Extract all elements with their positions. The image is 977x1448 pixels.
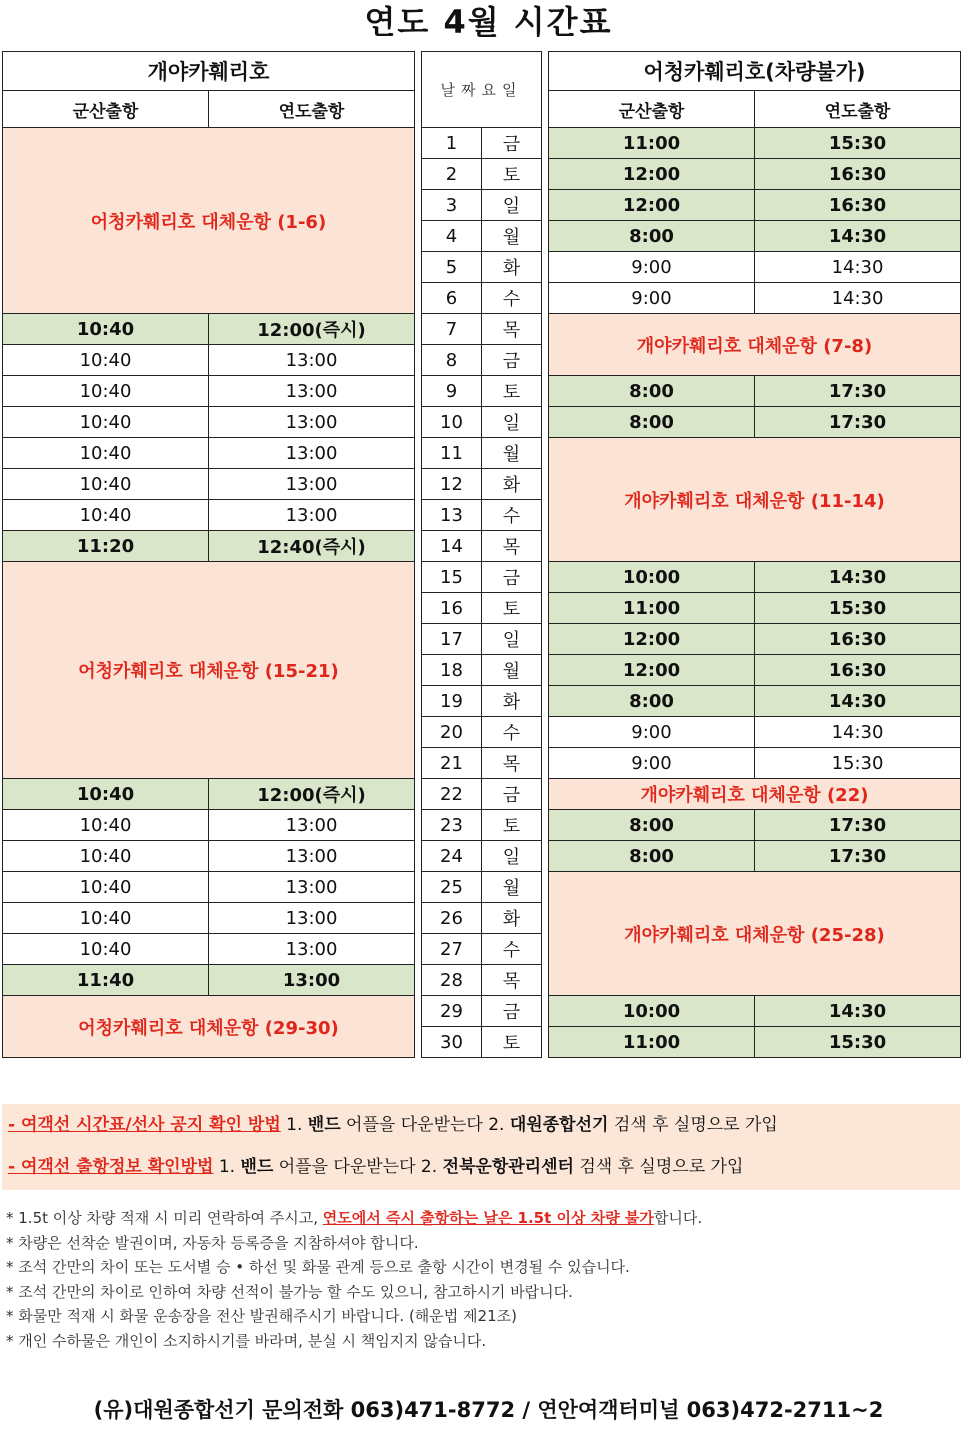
right-alternate-service: 개야카훼리호 대체운항 (22) — [549, 779, 961, 810]
column-gap — [542, 810, 549, 841]
column-gap — [415, 190, 422, 221]
day-of-week: 화 — [482, 686, 542, 717]
day-number: 7 — [422, 314, 482, 345]
left-yeondo-time: 13:00 — [209, 841, 415, 872]
left-yeondo-time: 13:00 — [209, 376, 415, 407]
day-number: 25 — [422, 872, 482, 903]
column-gap — [415, 500, 422, 531]
left-yeondo-time: 13:00 — [209, 810, 415, 841]
right-yeondo-time: 14:30 — [755, 996, 961, 1027]
column-gap — [415, 934, 422, 965]
left-yeondo-time: 13:00 — [209, 500, 415, 531]
day-of-week: 토 — [482, 159, 542, 190]
left-gunsan-time: 10:40 — [3, 376, 209, 407]
day-of-week: 목 — [482, 748, 542, 779]
right-yeondo-time: 14:30 — [755, 686, 961, 717]
column-gap — [415, 841, 422, 872]
right-gunsan-time: 11:00 — [549, 593, 755, 624]
table-row — [3, 562, 961, 593]
column-gap — [415, 376, 422, 407]
column-gap — [415, 252, 422, 283]
footnote-luggage: * 개인 수하물은 개인이 소지하시기를 바라며, 분실 시 책임지지 않습니다. — [6, 1331, 487, 1350]
left-yeondo-header: 연도출항 — [209, 91, 415, 128]
right-yeondo-time: 14:30 — [755, 252, 961, 283]
footnote-schedule-change: * 조석 간만의 차이 또는 도서별 승 • 하선 및 화물 관계 등으로 출항 시간이 변경될 수 있습니다. — [6, 1258, 630, 1276]
left-yeondo-time: 13:00 — [209, 965, 415, 996]
day-of-week: 수 — [482, 717, 542, 748]
right-gunsan-time: 12:00 — [549, 655, 755, 686]
right-alternate-service: 개야카훼리호 대체운항 (25-28) — [549, 872, 961, 996]
column-gap — [415, 965, 422, 996]
right-gunsan-time: 10:00 — [549, 562, 755, 593]
column-gap — [415, 469, 422, 500]
day-number: 23 — [422, 810, 482, 841]
left-yeondo-time: 13:00 — [209, 438, 415, 469]
right-gunsan-time: 11:00 — [549, 1027, 755, 1058]
column-gap — [542, 190, 549, 221]
column-gap — [415, 221, 422, 252]
right-yeondo-time: 17:30 — [755, 841, 961, 872]
column-gap — [415, 438, 422, 469]
day-of-week: 일 — [482, 407, 542, 438]
column-gap — [415, 872, 422, 903]
left-gunsan-time: 11:20 — [3, 531, 209, 562]
day-number: 2 — [422, 159, 482, 190]
column-gap — [415, 531, 422, 562]
day-of-week: 월 — [482, 655, 542, 686]
left-alternate-service: 어청카훼리호 대체운항 (1-6) — [3, 128, 415, 314]
right-yeondo-time: 16:30 — [755, 159, 961, 190]
day-of-week: 목 — [482, 314, 542, 345]
left-yeondo-time: 13:00 — [209, 407, 415, 438]
day-number: 28 — [422, 965, 482, 996]
column-gap — [415, 314, 422, 345]
right-yeondo-time: 14:30 — [755, 283, 961, 314]
right-yeondo-time: 15:30 — [755, 748, 961, 779]
right-gunsan-time: 8:00 — [549, 686, 755, 717]
column-gap — [542, 872, 549, 903]
day-of-week: 토 — [482, 376, 542, 407]
day-number: 9 — [422, 376, 482, 407]
day-of-week: 금 — [482, 779, 542, 810]
day-of-week: 월 — [482, 872, 542, 903]
left-ship-header: 개야카훼리호 — [3, 52, 415, 91]
day-number: 21 — [422, 748, 482, 779]
column-gap — [542, 438, 549, 469]
table-row — [3, 779, 961, 810]
column-gap — [542, 314, 549, 345]
day-of-week: 일 — [482, 841, 542, 872]
right-yeondo-time: 16:30 — [755, 190, 961, 221]
right-gunsan-time: 9:00 — [549, 717, 755, 748]
column-gap — [542, 159, 549, 190]
column-gap — [415, 283, 422, 314]
left-gunsan-time: 10:40 — [3, 500, 209, 531]
table-row — [3, 996, 961, 1027]
right-gunsan-time: 11:00 — [549, 128, 755, 159]
column-gap — [542, 779, 549, 810]
right-gunsan-time: 12:00 — [549, 159, 755, 190]
column-gap — [542, 221, 549, 252]
column-gap — [415, 345, 422, 376]
day-number: 30 — [422, 1027, 482, 1058]
day-number: 26 — [422, 903, 482, 934]
column-gap — [415, 810, 422, 841]
table-row — [3, 438, 961, 469]
right-gunsan-time: 8:00 — [549, 841, 755, 872]
left-gunsan-time: 10:40 — [3, 872, 209, 903]
left-gunsan-time: 10:40 — [3, 903, 209, 934]
day-number: 4 — [422, 221, 482, 252]
day-number: 10 — [422, 407, 482, 438]
column-gap — [415, 52, 422, 128]
column-gap — [415, 779, 422, 810]
notice-box — [2, 1104, 960, 1190]
day-number: 11 — [422, 438, 482, 469]
day-of-week: 토 — [482, 1027, 542, 1058]
notice-timetable: - 여객선 시간표/선사 공지 확인 방법 1. 밴드 어플을 다운받는다 2. 대원종합선기 검색 후 실명으로 가입 — [8, 1115, 778, 1135]
left-alternate-service: 어청카훼리호 대체운항 (29-30) — [3, 996, 415, 1058]
day-of-week: 목 — [482, 531, 542, 562]
table-row — [3, 314, 961, 345]
column-gap — [415, 128, 422, 159]
left-gunsan-time: 10:40 — [3, 934, 209, 965]
right-yeondo-time: 15:30 — [755, 128, 961, 159]
day-number: 5 — [422, 252, 482, 283]
footnote-ticketing: * 차량은 선착순 발권이며, 자동차 등록증을 지참하셔야 합니다. — [6, 1233, 419, 1252]
day-number: 24 — [422, 841, 482, 872]
column-gap — [415, 407, 422, 438]
footnotes — [6, 1206, 966, 1353]
right-gunsan-time: 12:00 — [549, 190, 755, 221]
table-row — [3, 872, 961, 903]
column-gap — [542, 841, 549, 872]
column-gap — [542, 345, 549, 376]
column-gap — [542, 965, 549, 996]
column-gap — [542, 686, 549, 717]
day-of-week: 화 — [482, 252, 542, 283]
footnote-cargo: * 화물만 적재 시 화물 운송장을 전산 발권해주시기 바랍니다. (해운법 제21조) — [6, 1307, 517, 1325]
day-of-week: 금 — [482, 996, 542, 1027]
day-number: 15 — [422, 562, 482, 593]
day-of-week: 수 — [482, 500, 542, 531]
day-number: 22 — [422, 779, 482, 810]
footnote-tide: * 조석 간만의 차이로 인하여 차량 선적이 불가능 할 수도 있으니, 참고하시기 바랍니다. — [6, 1282, 573, 1301]
day-of-week: 목 — [482, 965, 542, 996]
day-number: 12 — [422, 469, 482, 500]
day-of-week: 금 — [482, 128, 542, 159]
day-number: 6 — [422, 283, 482, 314]
day-of-week: 수 — [482, 283, 542, 314]
right-ship-header: 어청카훼리호(차량불가) — [549, 52, 961, 91]
notice-departure: - 여객선 출항정보 확인방법 1. 밴드 어플을 다운받는다 2. 전북운항관리센터 검색 후 실명으로 가입 — [8, 1157, 744, 1177]
right-yeondo-header: 연도출항 — [755, 91, 961, 128]
column-gap — [542, 624, 549, 655]
left-yeondo-time: 13:00 — [209, 469, 415, 500]
left-gunsan-time: 10:40 — [3, 779, 209, 810]
column-gap — [542, 52, 549, 128]
column-gap — [415, 655, 422, 686]
table-row — [3, 407, 961, 438]
day-of-week: 금 — [482, 345, 542, 376]
table-row — [3, 128, 961, 159]
right-yeondo-time: 14:30 — [755, 221, 961, 252]
day-number: 19 — [422, 686, 482, 717]
left-gunsan-time: 10:40 — [3, 841, 209, 872]
column-gap — [415, 686, 422, 717]
day-of-week: 토 — [482, 810, 542, 841]
left-gunsan-time: 10:40 — [3, 314, 209, 345]
column-gap — [542, 376, 549, 407]
column-gap — [542, 748, 549, 779]
day-of-week: 일 — [482, 190, 542, 221]
column-gap — [542, 996, 549, 1027]
day-number: 27 — [422, 934, 482, 965]
day-number: 18 — [422, 655, 482, 686]
column-gap — [542, 128, 549, 159]
day-of-week: 금 — [482, 562, 542, 593]
timetable — [2, 51, 961, 1058]
left-yeondo-time: 13:00 — [209, 934, 415, 965]
right-gunsan-time: 12:00 — [549, 624, 755, 655]
day-number: 3 — [422, 190, 482, 221]
left-gunsan-time: 10:40 — [3, 469, 209, 500]
column-gap — [415, 717, 422, 748]
right-yeondo-time: 15:30 — [755, 1027, 961, 1058]
contact-info: (유)대원종합선기 문의전화 063)471-8772 / 연안여객터미널 063)472-2711~2 — [93, 1398, 884, 1422]
left-yeondo-time: 13:00 — [209, 872, 415, 903]
right-gunsan-time: 8:00 — [549, 407, 755, 438]
right-gunsan-time: 8:00 — [549, 221, 755, 252]
left-gunsan-time: 10:40 — [3, 407, 209, 438]
right-yeondo-time: 17:30 — [755, 407, 961, 438]
day-number: 13 — [422, 500, 482, 531]
column-gap — [415, 624, 422, 655]
day-number: 17 — [422, 624, 482, 655]
right-alternate-service: 개야카훼리호 대체운항 (7-8) — [549, 314, 961, 376]
column-gap — [542, 655, 549, 686]
left-gunsan-time: 10:40 — [3, 438, 209, 469]
day-of-week: 월 — [482, 221, 542, 252]
left-yeondo-time: 12:40(즉시) — [209, 531, 415, 562]
right-yeondo-time: 16:30 — [755, 624, 961, 655]
left-yeondo-time: 12:00(즉시) — [209, 779, 415, 810]
left-gunsan-header: 군산출항 — [3, 91, 209, 128]
column-gap — [542, 593, 549, 624]
day-number: 8 — [422, 345, 482, 376]
day-of-week: 토 — [482, 593, 542, 624]
left-yeondo-time: 13:00 — [209, 345, 415, 376]
right-gunsan-time: 9:00 — [549, 748, 755, 779]
column-gap — [542, 934, 549, 965]
column-gap — [415, 996, 422, 1027]
right-gunsan-time: 8:00 — [549, 376, 755, 407]
right-gunsan-header: 군산출항 — [549, 91, 755, 128]
right-yeondo-time: 14:30 — [755, 717, 961, 748]
footnote-vehicle-weight: * 1.5t 이상 차량 적재 시 미리 연락하여 주시고, 연도에서 즉시 출항하는 날은 1.5t 이상 차량 불가합니다. — [6, 1209, 703, 1227]
right-gunsan-time: 8:00 — [549, 810, 755, 841]
table-row — [3, 841, 961, 872]
day-number: 29 — [422, 996, 482, 1027]
right-alternate-service: 개야카훼리호 대체운항 (11-14) — [549, 438, 961, 562]
column-gap — [542, 1027, 549, 1058]
column-gap — [542, 407, 549, 438]
day-number: 14 — [422, 531, 482, 562]
column-gap — [415, 593, 422, 624]
column-gap — [542, 717, 549, 748]
date-day-header: 날짜요일 — [422, 52, 542, 128]
day-number: 20 — [422, 717, 482, 748]
column-gap — [415, 748, 422, 779]
column-gap — [415, 1027, 422, 1058]
day-number: 16 — [422, 593, 482, 624]
left-yeondo-time: 13:00 — [209, 903, 415, 934]
right-gunsan-time: 10:00 — [549, 996, 755, 1027]
left-alternate-service: 어청카훼리호 대체운항 (15-21) — [3, 562, 415, 779]
column-gap — [415, 159, 422, 190]
column-gap — [542, 283, 549, 314]
column-gap — [415, 903, 422, 934]
right-yeondo-time: 15:30 — [755, 593, 961, 624]
column-gap — [542, 562, 549, 593]
day-of-week: 수 — [482, 934, 542, 965]
page-title: 연도 4월 시간표 — [364, 3, 613, 41]
right-gunsan-time: 9:00 — [549, 252, 755, 283]
column-gap — [542, 500, 549, 531]
table-row — [3, 376, 961, 407]
table-row — [3, 810, 961, 841]
left-yeondo-time: 12:00(즉시) — [209, 314, 415, 345]
left-gunsan-time: 10:40 — [3, 810, 209, 841]
column-gap — [542, 469, 549, 500]
column-gap — [415, 562, 422, 593]
right-yeondo-time: 14:30 — [755, 562, 961, 593]
left-gunsan-time: 11:40 — [3, 965, 209, 996]
day-of-week: 일 — [482, 624, 542, 655]
column-gap — [542, 903, 549, 934]
day-of-week: 화 — [482, 469, 542, 500]
column-gap — [542, 531, 549, 562]
left-gunsan-time: 10:40 — [3, 345, 209, 376]
day-of-week: 월 — [482, 438, 542, 469]
day-of-week: 화 — [482, 903, 542, 934]
right-yeondo-time: 17:30 — [755, 376, 961, 407]
right-yeondo-time: 17:30 — [755, 810, 961, 841]
day-number: 1 — [422, 128, 482, 159]
right-yeondo-time: 16:30 — [755, 655, 961, 686]
column-gap — [542, 252, 549, 283]
right-gunsan-time: 9:00 — [549, 283, 755, 314]
